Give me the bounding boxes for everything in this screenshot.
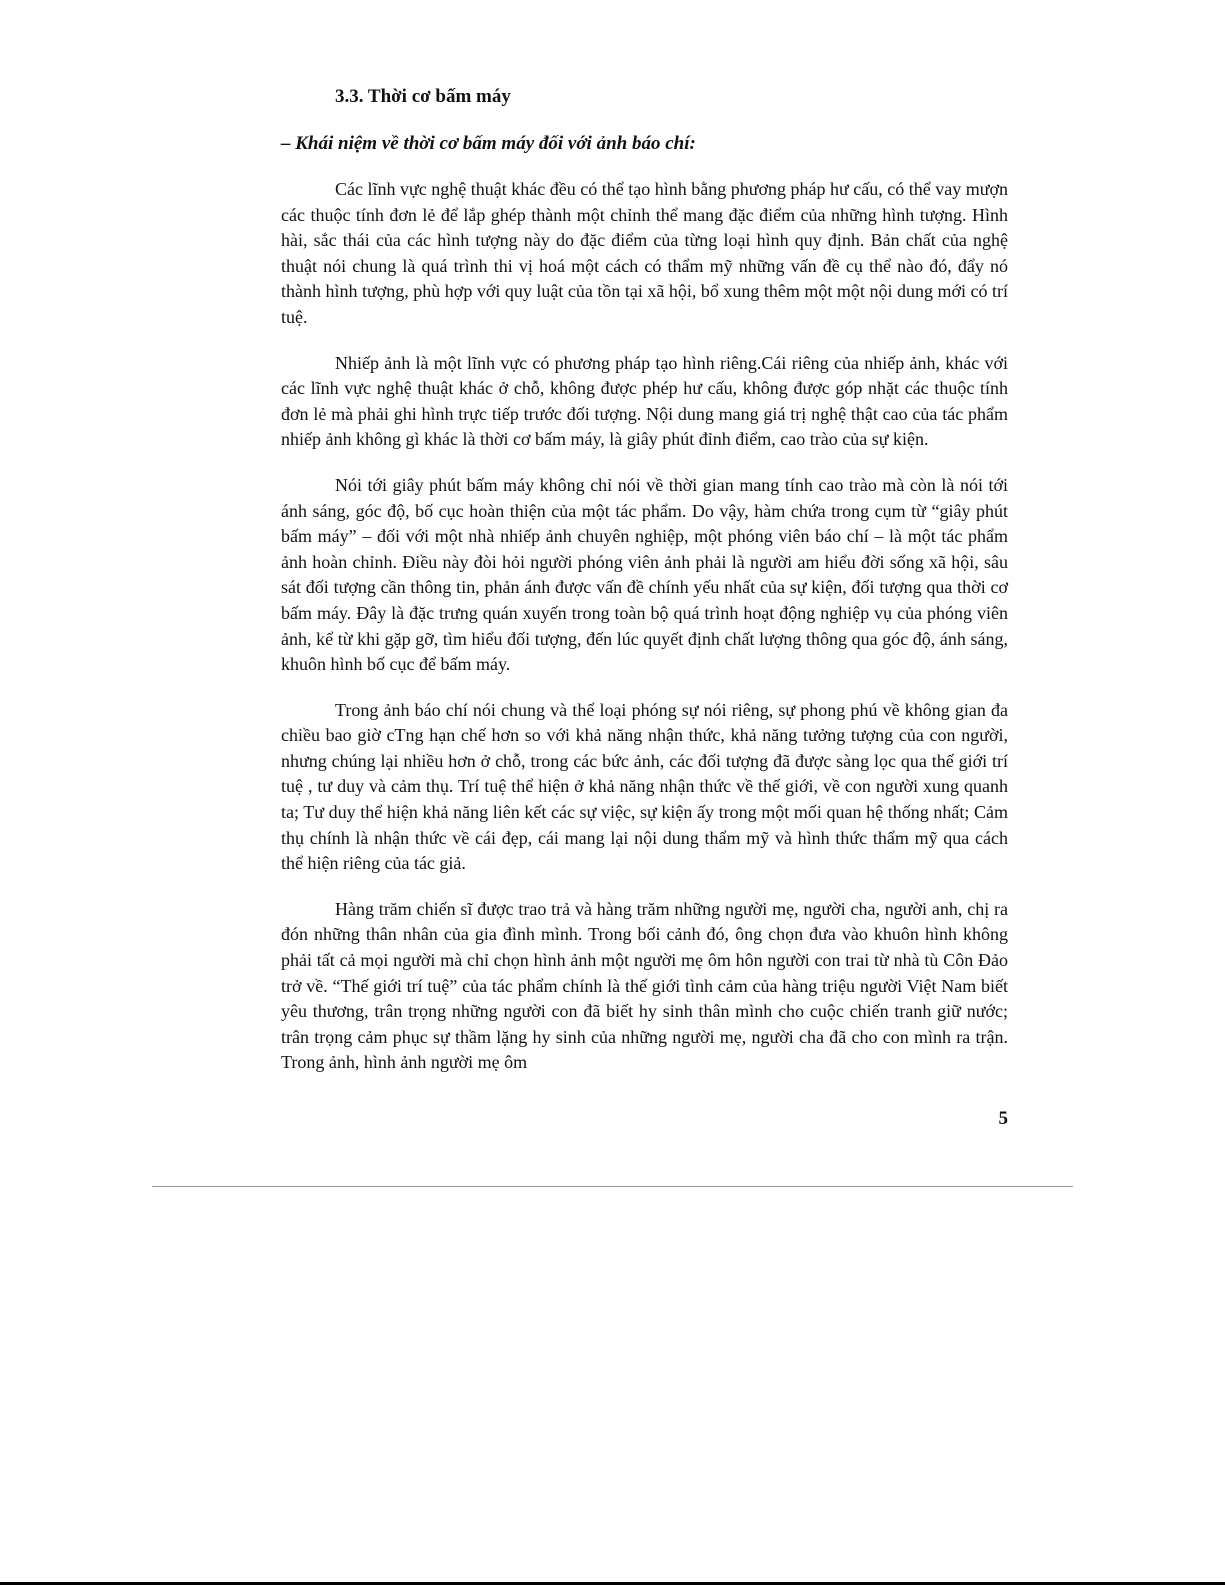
paragraph-3: Nói tới giây phút bấm máy không chỉ nói về thời gian mang tính cao trào mà còn là nói tới ánh sáng, góc độ, bố cục hoàn thiện của một tác phẩm. Do vậy, hàm chứa trong cụm từ “giây phút bấm máy” – đối với một nhà nhiếp ảnh chuyên nghiệp, một phóng viên báo chí – là một tác phẩm ảnh hoàn chỉnh. Điều này đòi hỏi người phóng viên ảnh phải là người am hiểu đời sống xã hội, sâu sát đối tượng cần thông tin, phản ánh được vấn đề chính yếu nhất của sự kiện, đối tượng qua thời cơ bấm máy. Đây là đặc trưng quán xuyến trong toàn bộ quá trình hoạt động nghiệp vụ của phóng viên ảnh, kể từ khi gặp gỡ, tìm hiểu đối tượng, đến lúc quyết định chất lượng thông qua góc độ, ánh sáng, khuôn hình bố cục để bấm máy. (281, 474, 1008, 675)
page-number: 5 (998, 1108, 1008, 1129)
page-content (281, 80, 1008, 1076)
subheading: – Khái niệm về thời cơ bấm máy đối với ảnh báo chí: (281, 133, 696, 154)
paragraph-2: Nhiếp ảnh là một lĩnh vực có phương pháp tạo hình riêng.Cái riêng của nhiếp ảnh, khác với các lĩnh vực nghệ thuật khác ở chỗ, không được phép hư cấu, không được góp nhặt các thuộc tính đơn lẻ mà phải ghi hình trực tiếp trước đối tượng. Nội dung mang giá trị nghệ thật cao của tác phẩm nhiếp ảnh không gì khác là thời cơ bấm máy, là giây phút đỉnh điểm, cao trào của sự kiện. (281, 352, 1008, 450)
paragraph-1: Các lĩnh vực nghệ thuật khác đều có thể tạo hình bằng phương pháp hư cấu, có thể vay mượn các thuộc tính đơn lẻ để lắp ghép thành một chỉnh thể mang đặc điểm của những hình tượng. Hình hài, sắc thái của các hình tượng này do đặc điểm của từng loại hình quy định. Bản chất của nghệ thuật nói chung là quá trình thi vị hoá một cách có thẩm mỹ những vấn đề cụ thể nào đó, đẩy nó thành hình tượng, phù hợp với quy luật của tồn tại xã hội, bổ xung thêm một một nội dung mới có trí tuệ. (281, 179, 1008, 327)
paragraph-5: Hàng trăm chiến sĩ được trao trả và hàng trăm những người mẹ, người cha, người anh, chị ra đón những thân nhân của gia đình mình. Trong bối cảnh đó, ông chọn đưa vào khuôn hình không phải tất cả mọi người mà chỉ chọn hình ảnh một người mẹ ôm hôn người con trai từ nhà tù Côn Đảo trở về. “Thế giới trí tuệ” của tác phẩm chính là thế giới tình cảm của hàng triệu người Việt Nam biết yêu thương, trân trọng những người con đã biết hy sinh thân mình cho cuộc chiến tranh giữ nước; trân trọng cảm phục sự thầm lặng hy sinh của những người mẹ, người cha đã cho con mình ra trận. Trong ảnh, hình ảnh người mẹ ôm (281, 898, 1008, 1073)
page-separator (152, 1186, 1073, 1187)
paragraph-4: Trong ảnh báo chí nói chung và thể loại phóng sự nói riêng, sự phong phú về không gian đa chiều bao giờ cTng hạn chế hơn so với khả năng nhận thức, khả năng tưởng tượng của con người, nhưng chúng lại nhiều hơn ở chỗ, trong các bức ảnh, các đối tượng đã được sàng lọc qua thế giới trí tuệ , tư duy và cảm thụ. Trí tuệ thể hiện ở khả năng nhận thức về thế giới, về con người xung quanh ta; Tư duy thể hiện khả năng liên kết các sự việc, sự kiện ấy trong một mối quan hệ thống nhất; Cảm thụ chính là nhận thức về cái đẹp, cái mang lại nội dung thẩm mỹ và hình thức thẩm mỹ qua cách thể hiện riêng của tác giả. (281, 699, 1008, 874)
section-title: 3.3. Thời cơ bấm máy (335, 86, 511, 107)
